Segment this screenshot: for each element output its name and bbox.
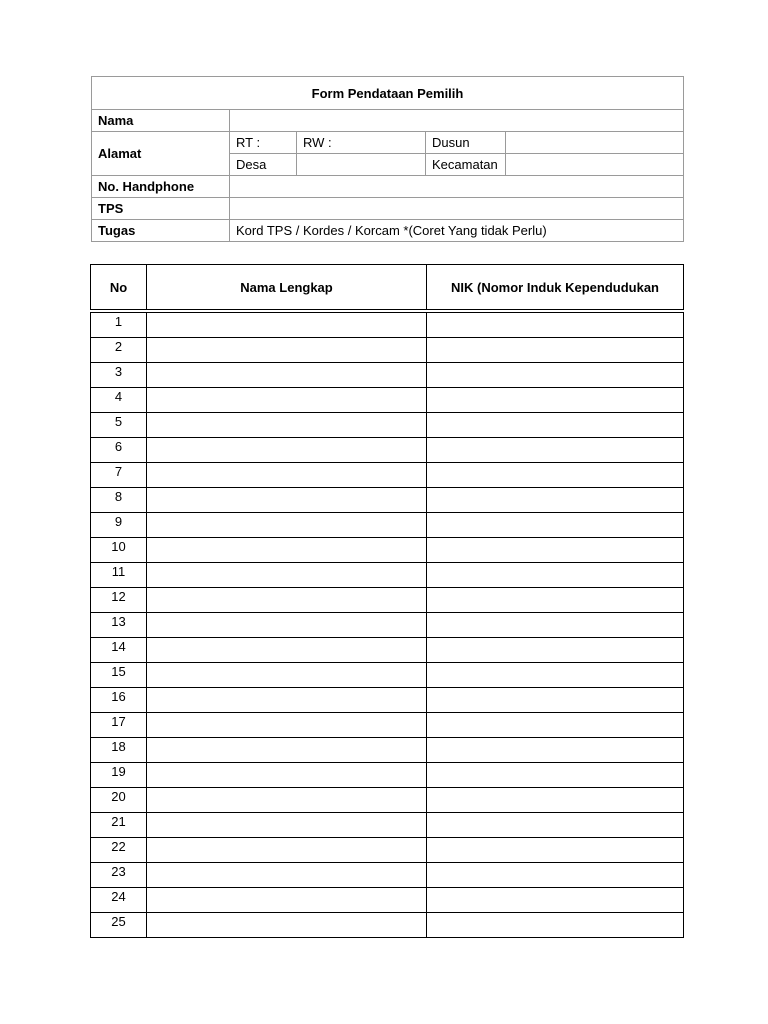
row-number: 1 [91,311,147,338]
nik-cell[interactable] [427,763,684,788]
table-row [91,311,684,338]
nama-lengkap-cell[interactable] [147,588,427,613]
dusun-field[interactable] [506,132,684,154]
row-number: 2 [91,338,147,363]
nama-lengkap-cell[interactable] [147,838,427,863]
table-row [91,788,684,813]
nik-cell[interactable] [427,463,684,488]
form-title: Form Pendataan Pemilih [92,77,684,110]
row-number: 18 [91,738,147,763]
row-number: 5 [91,413,147,438]
nama-lengkap-cell[interactable] [147,363,427,388]
nama-lengkap-cell[interactable] [147,413,427,438]
table-row [91,338,684,363]
table-row [91,913,684,938]
nama-lengkap-cell[interactable] [147,613,427,638]
nik-cell[interactable] [427,688,684,713]
row-number: 3 [91,363,147,388]
row-number: 11 [91,563,147,588]
alamat-label: Alamat [92,132,230,176]
nama-lengkap-cell[interactable] [147,488,427,513]
nik-cell[interactable] [427,363,684,388]
voter-list-body [91,311,684,938]
table-row [91,863,684,888]
nik-cell[interactable] [427,538,684,563]
desa-label: Desa [230,154,297,176]
table-row [91,463,684,488]
nik-cell[interactable] [427,663,684,688]
row-number: 20 [91,788,147,813]
row-number: 14 [91,638,147,663]
nik-cell[interactable] [427,311,684,338]
nik-cell[interactable] [427,588,684,613]
header-nama-lengkap: Nama Lengkap [147,265,427,312]
nama-lengkap-cell[interactable] [147,913,427,938]
handphone-field[interactable] [230,176,684,198]
nama-lengkap-cell[interactable] [147,513,427,538]
table-row [91,813,684,838]
row-number: 19 [91,763,147,788]
row-number: 4 [91,388,147,413]
rt-field[interactable]: RT : [230,132,297,154]
row-number: 24 [91,888,147,913]
table-row [91,838,684,863]
row-number: 8 [91,488,147,513]
header-no: No [91,265,147,312]
tps-label: TPS [92,198,230,220]
nama-lengkap-cell[interactable] [147,663,427,688]
nama-lengkap-cell[interactable] [147,763,427,788]
row-number: 21 [91,813,147,838]
kecamatan-field[interactable] [506,154,684,176]
voter-info-form [91,76,684,242]
nik-cell[interactable] [427,388,684,413]
kecamatan-label: Kecamatan [426,154,506,176]
nama-lengkap-cell[interactable] [147,338,427,363]
nama-lengkap-cell[interactable] [147,863,427,888]
row-number: 23 [91,863,147,888]
rw-field[interactable]: RW : [297,132,426,154]
table-row [91,563,684,588]
table-row [91,438,684,463]
row-number: 13 [91,613,147,638]
row-number: 6 [91,438,147,463]
table-row [91,763,684,788]
nik-cell[interactable] [427,713,684,738]
nama-lengkap-cell[interactable] [147,713,427,738]
nama-lengkap-cell[interactable] [147,438,427,463]
table-row [91,663,684,688]
nik-cell[interactable] [427,513,684,538]
nik-cell[interactable] [427,438,684,463]
table-row [91,638,684,663]
nama-lengkap-cell[interactable] [147,813,427,838]
nik-cell[interactable] [427,638,684,663]
row-number: 25 [91,913,147,938]
nama-lengkap-cell[interactable] [147,563,427,588]
nik-cell[interactable] [427,738,684,763]
table-row [91,388,684,413]
nik-cell[interactable] [427,913,684,938]
row-number: 12 [91,588,147,613]
nama-lengkap-cell[interactable] [147,688,427,713]
nik-cell[interactable] [427,488,684,513]
tps-field[interactable] [230,198,684,220]
nik-cell[interactable] [427,813,684,838]
header-nik: NIK (Nomor Induk Kependudukan [427,265,684,312]
table-row [91,513,684,538]
dusun-label: Dusun [426,132,506,154]
row-number: 16 [91,688,147,713]
table-row [91,588,684,613]
table-row [91,488,684,513]
table-row [91,538,684,563]
nik-cell[interactable] [427,563,684,588]
nama-lengkap-cell[interactable] [147,738,427,763]
row-number: 22 [91,838,147,863]
row-number: 17 [91,713,147,738]
row-number: 9 [91,513,147,538]
tugas-value: Kord TPS / Kordes / Korcam *(Coret Yang tidak Perlu) [230,220,684,242]
desa-field[interactable] [297,154,426,176]
nama-lengkap-cell[interactable] [147,388,427,413]
table-row [91,613,684,638]
nama-lengkap-cell[interactable] [147,311,427,338]
table-row [91,688,684,713]
nama-lengkap-cell[interactable] [147,888,427,913]
handphone-label: No. Handphone [92,176,230,198]
tugas-label: Tugas [92,220,230,242]
nama-lengkap-cell[interactable] [147,788,427,813]
nik-cell[interactable] [427,788,684,813]
table-row [91,713,684,738]
nik-cell[interactable] [427,888,684,913]
row-number: 15 [91,663,147,688]
nama-field[interactable] [230,110,684,132]
nama-lengkap-cell[interactable] [147,638,427,663]
nama-lengkap-cell[interactable] [147,538,427,563]
row-number: 10 [91,538,147,563]
table-row [91,888,684,913]
table-row [91,738,684,763]
nama-lengkap-cell[interactable] [147,463,427,488]
voter-list-table [90,264,684,938]
nik-cell[interactable] [427,838,684,863]
nik-cell[interactable] [427,413,684,438]
nama-label: Nama [92,110,230,132]
nik-cell[interactable] [427,613,684,638]
row-number: 7 [91,463,147,488]
nik-cell[interactable] [427,338,684,363]
nik-cell[interactable] [427,863,684,888]
table-row [91,413,684,438]
table-row [91,363,684,388]
